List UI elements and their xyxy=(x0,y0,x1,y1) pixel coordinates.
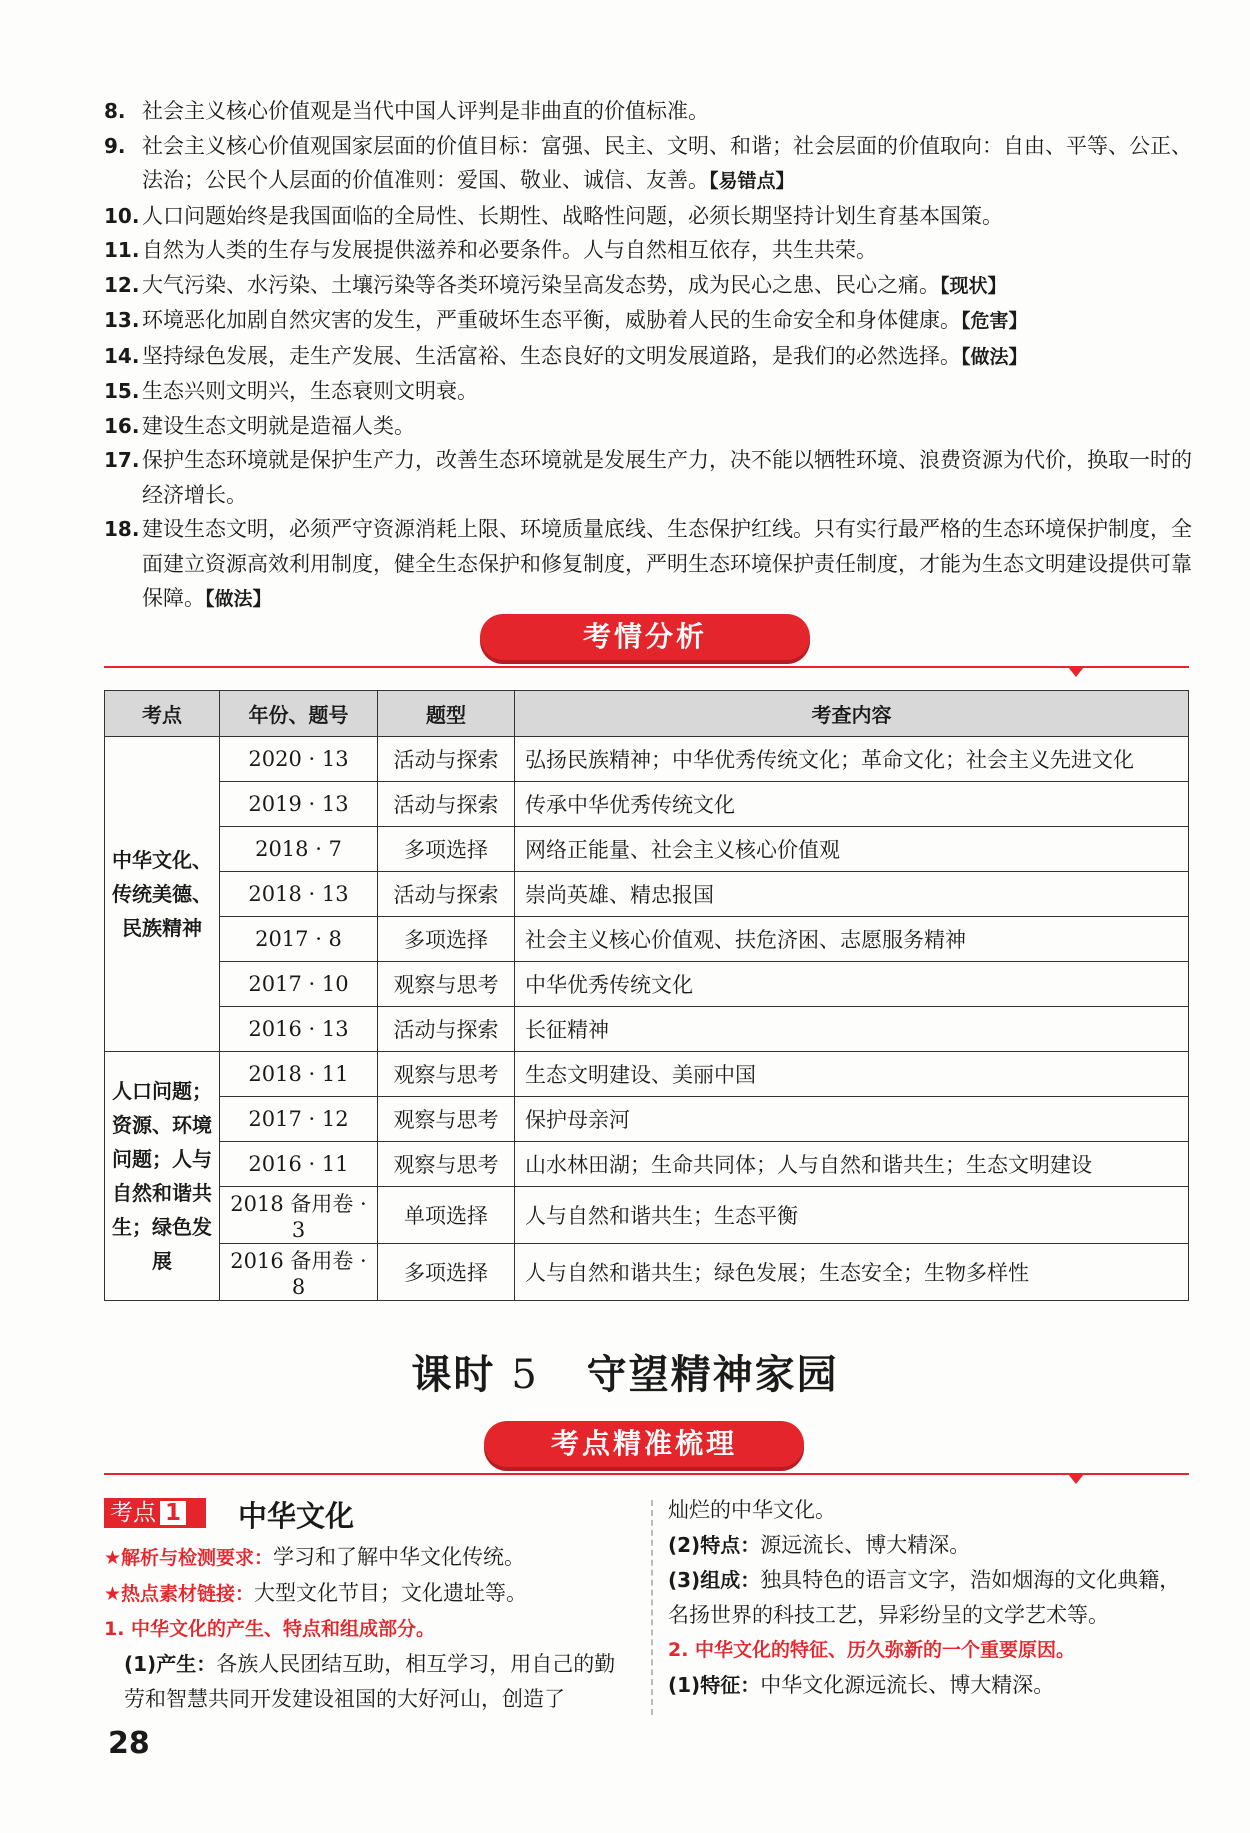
table-row xyxy=(105,1097,1189,1142)
type-cell: 观察与思考 xyxy=(378,1142,515,1187)
table-row xyxy=(105,1187,1189,1244)
header-cell: 题型 xyxy=(378,691,515,737)
item-number: 11. xyxy=(104,238,140,262)
item-number: 15. xyxy=(104,379,140,403)
table-row xyxy=(105,1052,1189,1097)
table-row xyxy=(105,872,1189,917)
list-item xyxy=(104,199,1194,234)
section-rule xyxy=(104,1473,1189,1475)
list-item xyxy=(104,233,1194,268)
item-text: 生态兴则文明兴，生态衰则文明衰。 xyxy=(142,379,478,403)
table-row xyxy=(105,1142,1189,1187)
list-item xyxy=(104,303,1194,339)
paragraph-label: (1)产生： xyxy=(124,1652,217,1676)
year-cell: 2020 · 13 xyxy=(220,737,378,782)
type-cell: 观察与思考 xyxy=(378,1052,515,1097)
type-cell: 单项选择 xyxy=(378,1187,515,1244)
content-cell: 山水林田湖；生命共同体；人与自然和谐共生；生态文明建设 xyxy=(515,1142,1189,1187)
table-row xyxy=(105,917,1189,962)
paragraph-continued: 灿烂的中华文化。 xyxy=(668,1498,836,1522)
type-cell: 活动与探索 xyxy=(378,782,515,827)
year-cell: 2017 · 10 xyxy=(220,962,378,1007)
item-number: 13. xyxy=(104,308,140,332)
paragraph-text: 各族人民团结互助，相互学习，用自己的勤劳和智慧共同开发建设祖国的大好河山，创造了 xyxy=(124,1652,616,1711)
content-cell: 弘扬民族精神；中华优秀传统文化；革命文化；社会主义先进文化 xyxy=(515,737,1189,782)
type-cell: 观察与思考 xyxy=(378,962,515,1007)
item-text: 社会主义核心价值观是当代中国人评判是非曲直的价值标准。 xyxy=(142,99,709,123)
list-item xyxy=(104,94,1194,129)
item-text: 人口问题始终是我国面临的全局性、长期性、战略性问题，必须长期坚持计划生育基本国策。 xyxy=(142,203,1003,228)
header-cell: 考查内容 xyxy=(515,691,1189,737)
paragraph-label: (1)特征： xyxy=(668,1673,761,1697)
item-text: 建设生态文明就是造福人类。 xyxy=(142,413,415,438)
paragraph-text: 独具特色的语言文字，浩如烟海的文化典籍，名扬世界的科技工艺，异彩纷呈的文学艺术等。 xyxy=(668,1568,1181,1627)
kaodian-label xyxy=(104,1498,206,1528)
table-row xyxy=(105,827,1189,872)
subheading: 1. 中华文化的产生、特点和组成部分。 xyxy=(104,1618,436,1640)
hot-topic-line xyxy=(104,1576,624,1612)
item-text: 自然为人类的生存与发展提供滋养和必要条件。人与自然相互依存，共生共荣。 xyxy=(142,238,877,262)
section-banner-exam-analysis: 考情分析 xyxy=(480,614,810,660)
type-cell: 观察与思考 xyxy=(378,1097,515,1142)
list-item xyxy=(104,409,1194,444)
year-cell: 2016 备用卷 · 8 xyxy=(220,1244,378,1301)
content-cell: 崇尚英雄、精忠报国 xyxy=(515,872,1189,917)
lesson-title xyxy=(0,1343,1250,1400)
year-cell: 2016 · 11 xyxy=(220,1142,378,1187)
item-number: 10. xyxy=(104,203,140,228)
year-cell: 2018 备用卷 · 3 xyxy=(220,1187,378,1244)
item-tag: 【危害】 xyxy=(961,310,1028,332)
item-number: 18. xyxy=(104,517,140,541)
year-cell: 2017 · 12 xyxy=(220,1097,378,1142)
requirement-label: ★解析与检测要求： xyxy=(104,1547,274,1569)
paragraph xyxy=(668,1563,1190,1633)
item-tag: 【现状】 xyxy=(940,274,1007,297)
type-cell: 活动与探索 xyxy=(378,737,515,782)
year-cell: 2018 · 7 xyxy=(220,827,378,872)
year-cell: 2016 · 13 xyxy=(220,1007,378,1052)
topic-group-cell: 人口问题；资源、环境问题；人与自然和谐共生；绿色发展 xyxy=(105,1052,220,1301)
type-cell: 多项选择 xyxy=(378,1244,515,1301)
type-cell: 多项选择 xyxy=(378,917,515,962)
type-cell: 多项选择 xyxy=(378,827,515,872)
content-cell: 保护母亲河 xyxy=(515,1097,1189,1142)
lesson-name: 守望精神家园 xyxy=(586,1352,839,1398)
right-column xyxy=(668,1493,1190,1703)
subheading: 2. 中华文化的特征、历久弥新的一个重要原因。 xyxy=(668,1639,1076,1661)
year-cell: 2017 · 8 xyxy=(220,917,378,962)
item-tag: 【易错点】 xyxy=(709,170,795,192)
content-cell: 传承中华优秀传统文化 xyxy=(515,782,1189,827)
paragraph-text: 中华文化源远流长、博大精深。 xyxy=(760,1673,1055,1697)
content-cell: 人与自然和谐共生；生态平衡 xyxy=(515,1187,1189,1244)
exam-analysis-table xyxy=(104,690,1189,1301)
type-cell: 活动与探索 xyxy=(378,872,515,917)
item-tag: 【做法】 xyxy=(205,588,272,610)
item-tag: 【做法】 xyxy=(961,345,1028,368)
section-rule xyxy=(104,666,1189,668)
item-number: 14. xyxy=(104,343,140,368)
list-item xyxy=(104,443,1194,512)
page-number: 28 xyxy=(108,1726,150,1761)
item-text: 大气污染、水污染、土壤污染等各类环境污染呈高发态势，成为民心之患、民心之痛。 xyxy=(142,272,940,297)
requirement-text: 学习和了解中华文化传统。 xyxy=(273,1545,526,1569)
paragraph-label: (2)特点： xyxy=(668,1533,761,1557)
table-header-row xyxy=(105,691,1189,737)
table-row xyxy=(105,782,1189,827)
paragraph xyxy=(104,1647,624,1717)
year-cell: 2019 · 13 xyxy=(220,782,378,827)
column-divider xyxy=(651,1500,653,1715)
left-column xyxy=(104,1540,624,1717)
item-text: 坚持绿色发展，走生产发展、生活富裕、生态良好的文明发展道路，是我们的必然选择。 xyxy=(142,343,961,368)
list-item xyxy=(104,512,1194,617)
header-cell: 年份、题号 xyxy=(220,691,378,737)
content-cell: 人与自然和谐共生；绿色发展；生态安全；生物多样性 xyxy=(515,1244,1189,1301)
hot-topic-label: ★热点素材链接： xyxy=(104,1583,255,1605)
content-cell: 中华优秀传统文化 xyxy=(515,962,1189,1007)
year-cell: 2018 · 11 xyxy=(220,1052,378,1097)
rule-arrow xyxy=(1068,667,1084,677)
paragraph-text: 源远流长、博大精深。 xyxy=(760,1533,971,1557)
type-cell: 活动与探索 xyxy=(378,1007,515,1052)
topic-group-cell: 中华文化、传统美德、民族精神 xyxy=(105,737,220,1052)
section-banner-key-points: 考点精准梳理 xyxy=(484,1421,804,1467)
content-cell: 网络正能量、社会主义核心价值观 xyxy=(515,827,1189,872)
table-row xyxy=(105,1244,1189,1301)
item-number: 8. xyxy=(104,99,126,123)
table-row xyxy=(105,1007,1189,1052)
lesson-prefix: 课时 xyxy=(411,1352,496,1398)
header-cell: 考点 xyxy=(105,691,220,737)
rule-arrow xyxy=(1068,1474,1084,1484)
content-cell: 社会主义核心价值观、扶危济困、志愿服务精神 xyxy=(515,917,1189,962)
kaodian-number: 1 xyxy=(160,1501,186,1525)
requirement-line xyxy=(104,1540,624,1576)
paragraph-label: (3)组成： xyxy=(668,1568,761,1592)
item-text: 社会主义核心价值观国家层面的价值目标：富强、民主、文明、和谐；社会层面的价值取向：自由、平等、公正、法治；公民个人层面的价值准则：爱国、敬业、诚信、友善。 xyxy=(142,133,1192,192)
item-number: 16. xyxy=(104,413,140,438)
item-number: 9. xyxy=(104,133,126,158)
item-text: 建设生态文明，必须严守资源消耗上限、环境质量底线、生态保护红线。只有实行最严格的生态环境保护制度，全面建立资源高效利用制度，健全生态保护和修复制度，严明生态环境保护责任制度，才能为生态文明建设提供可靠保障。 xyxy=(142,517,1192,610)
lesson-number: 5 xyxy=(511,1352,539,1398)
item-number: 12. xyxy=(104,272,140,297)
table-row xyxy=(105,737,1189,782)
content-cell: 生态文明建设、美丽中国 xyxy=(515,1052,1189,1097)
item-text: 环境恶化加剧自然灾害的发生，严重破坏生态平衡，威胁着人民的生命安全和身体健康。 xyxy=(142,308,961,332)
list-item xyxy=(104,129,1194,199)
content-cell: 长征精神 xyxy=(515,1007,1189,1052)
list-item xyxy=(104,374,1194,409)
hot-topic-text: 大型文化节目；文化遗址等。 xyxy=(254,1581,528,1605)
item-number: 17. xyxy=(104,448,140,472)
key-points-list xyxy=(104,94,1194,617)
item-text: 保护生态环境就是保护生产力，改善生态环境就是发展生产力，决不能以牺牲环境、浪费资源为代价，换取一时的经济增长。 xyxy=(142,448,1192,507)
paragraph xyxy=(668,1528,1190,1563)
table-row xyxy=(105,962,1189,1007)
list-item xyxy=(104,339,1194,375)
kaodian-text: 考点 xyxy=(110,1500,156,1526)
kaodian-title: 中华文化 xyxy=(238,1499,355,1533)
list-item xyxy=(104,268,1194,304)
year-cell: 2018 · 13 xyxy=(220,872,378,917)
paragraph xyxy=(668,1668,1190,1703)
